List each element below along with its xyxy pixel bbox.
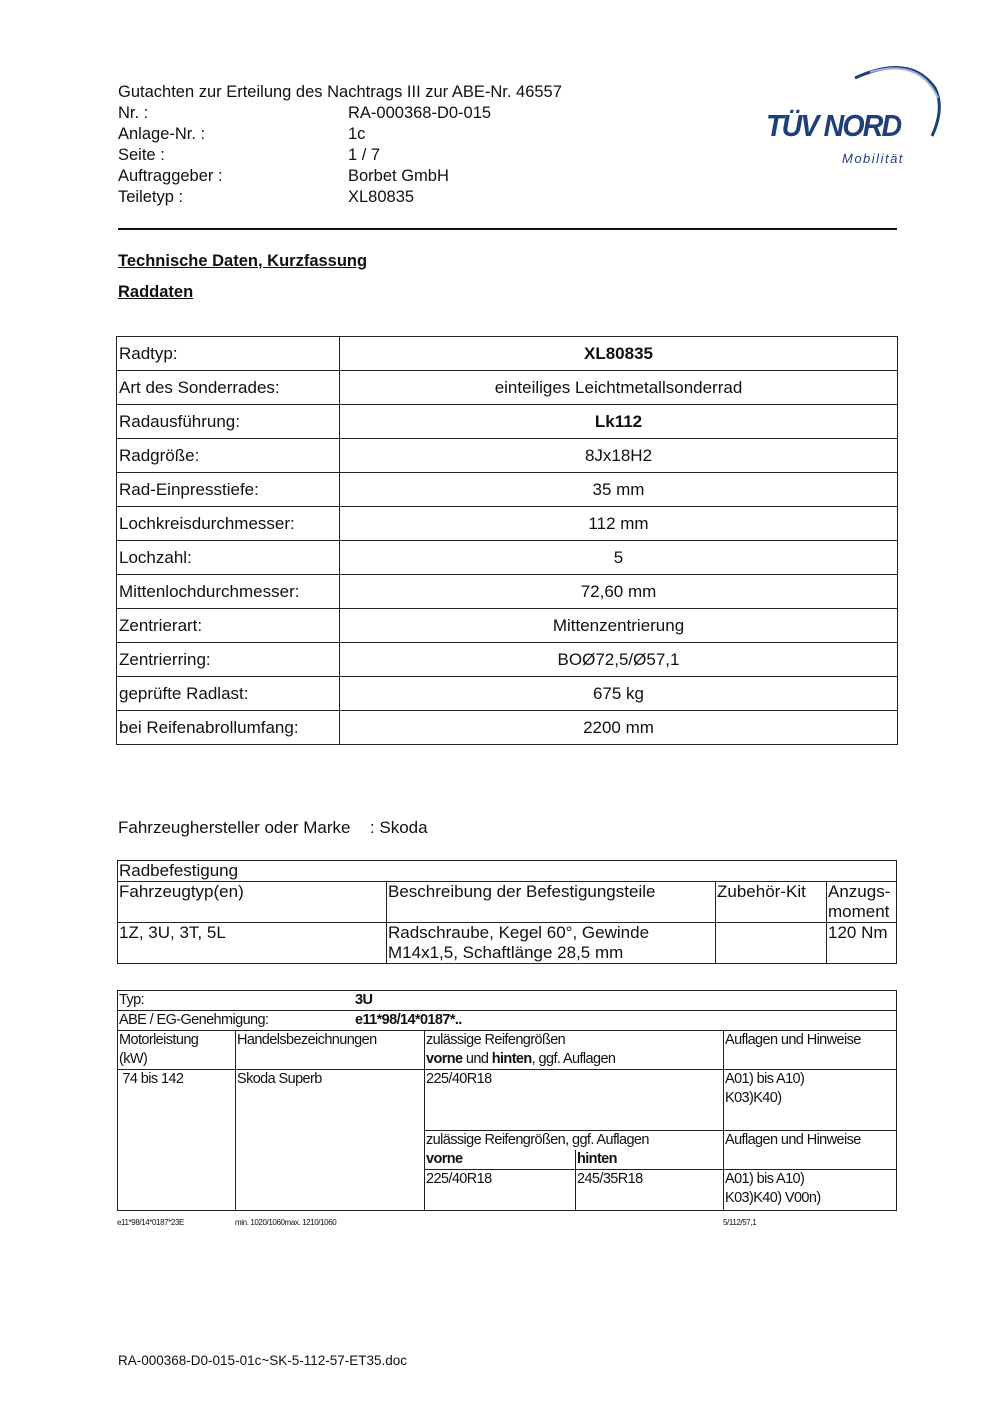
auflagen2-line2: K03)K40) V00n)	[725, 1190, 821, 1206]
col-header-auflagen: Auflagen und Hinweise	[724, 1031, 897, 1070]
raddaten-value: BOØ72,5/Ø57,1	[340, 643, 898, 677]
raddaten-label: Rad-Einpresstiefe:	[117, 473, 340, 507]
raddaten-label: Radgröße:	[117, 439, 340, 473]
raddaten-label: bei Reifenabrollumfang:	[117, 711, 340, 745]
cell-vorne: 225/40R18	[426, 1171, 492, 1187]
raddaten-value: einteiliges Leichtmetallsonderrad	[340, 371, 898, 405]
raddaten-value: 72,60 mm	[340, 575, 898, 609]
raddaten-label: Mittenlochdurchmesser:	[117, 575, 340, 609]
raddaten-value: 112 mm	[340, 507, 898, 541]
cell-hinten: 245/35R18	[575, 1170, 723, 1210]
small-note-c: 5/112/57,1	[723, 1218, 757, 1227]
logo-brand: TÜV NORD	[766, 108, 901, 143]
table-row	[118, 882, 897, 923]
auflagen2-line1: A01) bis A10)	[725, 1171, 805, 1187]
cell-handel: Skoda Superb	[236, 1070, 425, 1211]
cell-reifen-header2	[425, 1131, 724, 1170]
beschreibung-line2: M14x1,5, Schaftlänge 28,5 mm	[388, 943, 624, 962]
col-header-zubehoer: Zubehör-Kit	[716, 882, 827, 923]
col-header-beschreibung: Beschreibung der Befestigungsteile	[387, 882, 716, 923]
col-header-motor	[118, 1031, 236, 1070]
hersteller-value: Skoda	[379, 818, 428, 837]
table-row	[117, 337, 898, 371]
raddaten-label: geprüfte Radlast:	[117, 677, 340, 711]
cell-auflagen	[724, 1070, 897, 1131]
anzugs-line1: Anzugs-	[828, 882, 891, 901]
raddaten-table	[116, 336, 898, 745]
table-row	[117, 643, 898, 677]
auflagen-line2: K03)K40)	[725, 1090, 782, 1106]
table-row	[117, 677, 898, 711]
typ-label: Typ:	[119, 992, 144, 1008]
raddaten-value: 35 mm	[340, 473, 898, 507]
table-row	[117, 405, 898, 439]
raddaten-label: Lochkreisdurchmesser:	[117, 507, 340, 541]
header-value: RA-000368-D0-015	[348, 104, 492, 122]
cell-fahrzeugtypen: 1Z, 3U, 3T, 5L	[118, 923, 387, 964]
section-title: Technische Daten, Kurzfassung	[118, 252, 368, 270]
cell-beschreibung	[387, 923, 716, 964]
col-header-reifen	[425, 1031, 724, 1070]
cell-auflagen-header2: Auflagen und Hinweise	[724, 1131, 897, 1170]
raddaten-label: Art des Sonderrades:	[117, 371, 340, 405]
document-header	[118, 82, 562, 208]
logo-sub: Mobilität	[842, 151, 904, 166]
table-row	[118, 923, 897, 964]
header-label: Nr. :	[118, 104, 149, 122]
table-row	[117, 575, 898, 609]
cell-motor: 74 bis 142	[118, 1070, 236, 1211]
col-header-fahrzeugtyp: Fahrzeugtyp(en)	[118, 882, 387, 923]
beschreibung-line1: Radschraube, Kegel 60°, Gewinde	[388, 923, 650, 942]
header-label: Seite :	[118, 146, 165, 164]
header-row-anlage	[118, 124, 562, 145]
header-label: Auftraggeber :	[118, 167, 223, 185]
raddaten-label: Radausführung:	[117, 405, 340, 439]
table-row	[117, 711, 898, 745]
raddaten-value: 5	[340, 541, 898, 575]
typ-table	[117, 990, 897, 1211]
header-row-seite	[118, 145, 562, 166]
raddaten-value: XL80835	[340, 337, 898, 371]
subsection-title: Raddaten	[118, 283, 194, 301]
reifen2-header: zulässige Reifengrößen, ggf. Auflagen	[426, 1132, 649, 1148]
typ-value: 3U	[355, 992, 373, 1008]
table-row	[118, 1031, 897, 1070]
reifen-header-vorne: vorne	[426, 1051, 463, 1067]
raddaten-label: Lochzahl:	[117, 541, 340, 575]
anzugs-line2: moment	[828, 902, 890, 921]
table-row	[117, 439, 898, 473]
table-row	[117, 541, 898, 575]
cell-moment: 120 Nm	[827, 923, 897, 964]
table-row	[117, 473, 898, 507]
raddaten-value: 675 kg	[340, 677, 898, 711]
table-row	[118, 1070, 897, 1131]
hersteller-sep: :	[369, 818, 375, 837]
radbefestigung-table	[117, 860, 897, 964]
cell-reifen: 225/40R18	[425, 1070, 724, 1131]
reifen-header-und: und	[462, 1051, 492, 1067]
reifen-header-rest: , ggf. Auflagen	[531, 1051, 616, 1067]
tuev-nord-logo	[760, 58, 945, 168]
befestigung-title: Radbefestigung	[118, 861, 897, 882]
header-divider	[118, 228, 897, 230]
auflagen-line1: A01) bis A10)	[725, 1071, 805, 1087]
raddaten-value: 8Jx18H2	[340, 439, 898, 473]
raddaten-label: Radtyp:	[117, 337, 340, 371]
header-title: Gutachten zur Erteilung des Nachtrags III zur ABE-Nr. 46557	[118, 83, 562, 101]
header-value: 1 / 7	[348, 146, 381, 164]
header-row-teiletyp	[118, 187, 562, 208]
col-header-anzugsmoment	[827, 882, 897, 923]
motor-header-line2: (kW)	[119, 1051, 148, 1067]
abe-label: ABE / EG-Genehmigung:	[119, 1012, 269, 1028]
vorne-header: vorne	[426, 1151, 463, 1167]
hersteller-line	[118, 818, 428, 838]
raddaten-value: Mittenzentrierung	[340, 609, 898, 643]
header-value: XL80835	[348, 188, 415, 206]
typ-row	[118, 991, 897, 1011]
table-row	[117, 609, 898, 643]
small-note-a: e11*98/14*0187*23E	[117, 1218, 184, 1227]
header-label: Teiletyp :	[118, 188, 184, 206]
cell-vorne-hinten	[425, 1170, 724, 1211]
table-row	[117, 371, 898, 405]
raddaten-value: Lk112	[340, 405, 898, 439]
raddaten-value: 2200 mm	[340, 711, 898, 745]
col-header-handel: Handelsbezeichnungen	[236, 1031, 425, 1070]
raddaten-label: Zentrierring:	[117, 643, 340, 677]
motor-header-line1: Motorleistung	[119, 1032, 199, 1048]
raddaten-label: Zentrierart:	[117, 609, 340, 643]
cell-kit	[716, 923, 827, 964]
header-row-nr	[118, 103, 562, 124]
header-label: Anlage-Nr. :	[118, 125, 206, 143]
hinten-header: hinten	[575, 1150, 723, 1169]
cell-auflagen2	[724, 1170, 897, 1211]
table-row	[118, 991, 897, 1011]
table-row	[117, 507, 898, 541]
small-note-b: min. 1020/1060max. 1210/1060	[235, 1218, 337, 1227]
reifen-header-line1: zulässige Reifengrößen	[426, 1032, 566, 1048]
abe-value: e11*98/14*0187*..	[355, 1012, 462, 1028]
abe-row	[118, 1011, 897, 1031]
footer-filename: RA-000368-D0-015-01c~SK-5-112-57-ET35.doc	[118, 1353, 408, 1368]
reifen-header-hinten: hinten	[491, 1051, 532, 1067]
header-value: 1c	[348, 125, 366, 143]
table-row	[118, 1011, 897, 1031]
reifen-header-line2	[426, 1050, 722, 1069]
header-row-auftraggeber	[118, 166, 562, 187]
table-row	[118, 861, 897, 882]
hersteller-label: Fahrzeughersteller oder Marke	[118, 818, 351, 837]
header-value: Borbet GmbH	[348, 167, 449, 185]
